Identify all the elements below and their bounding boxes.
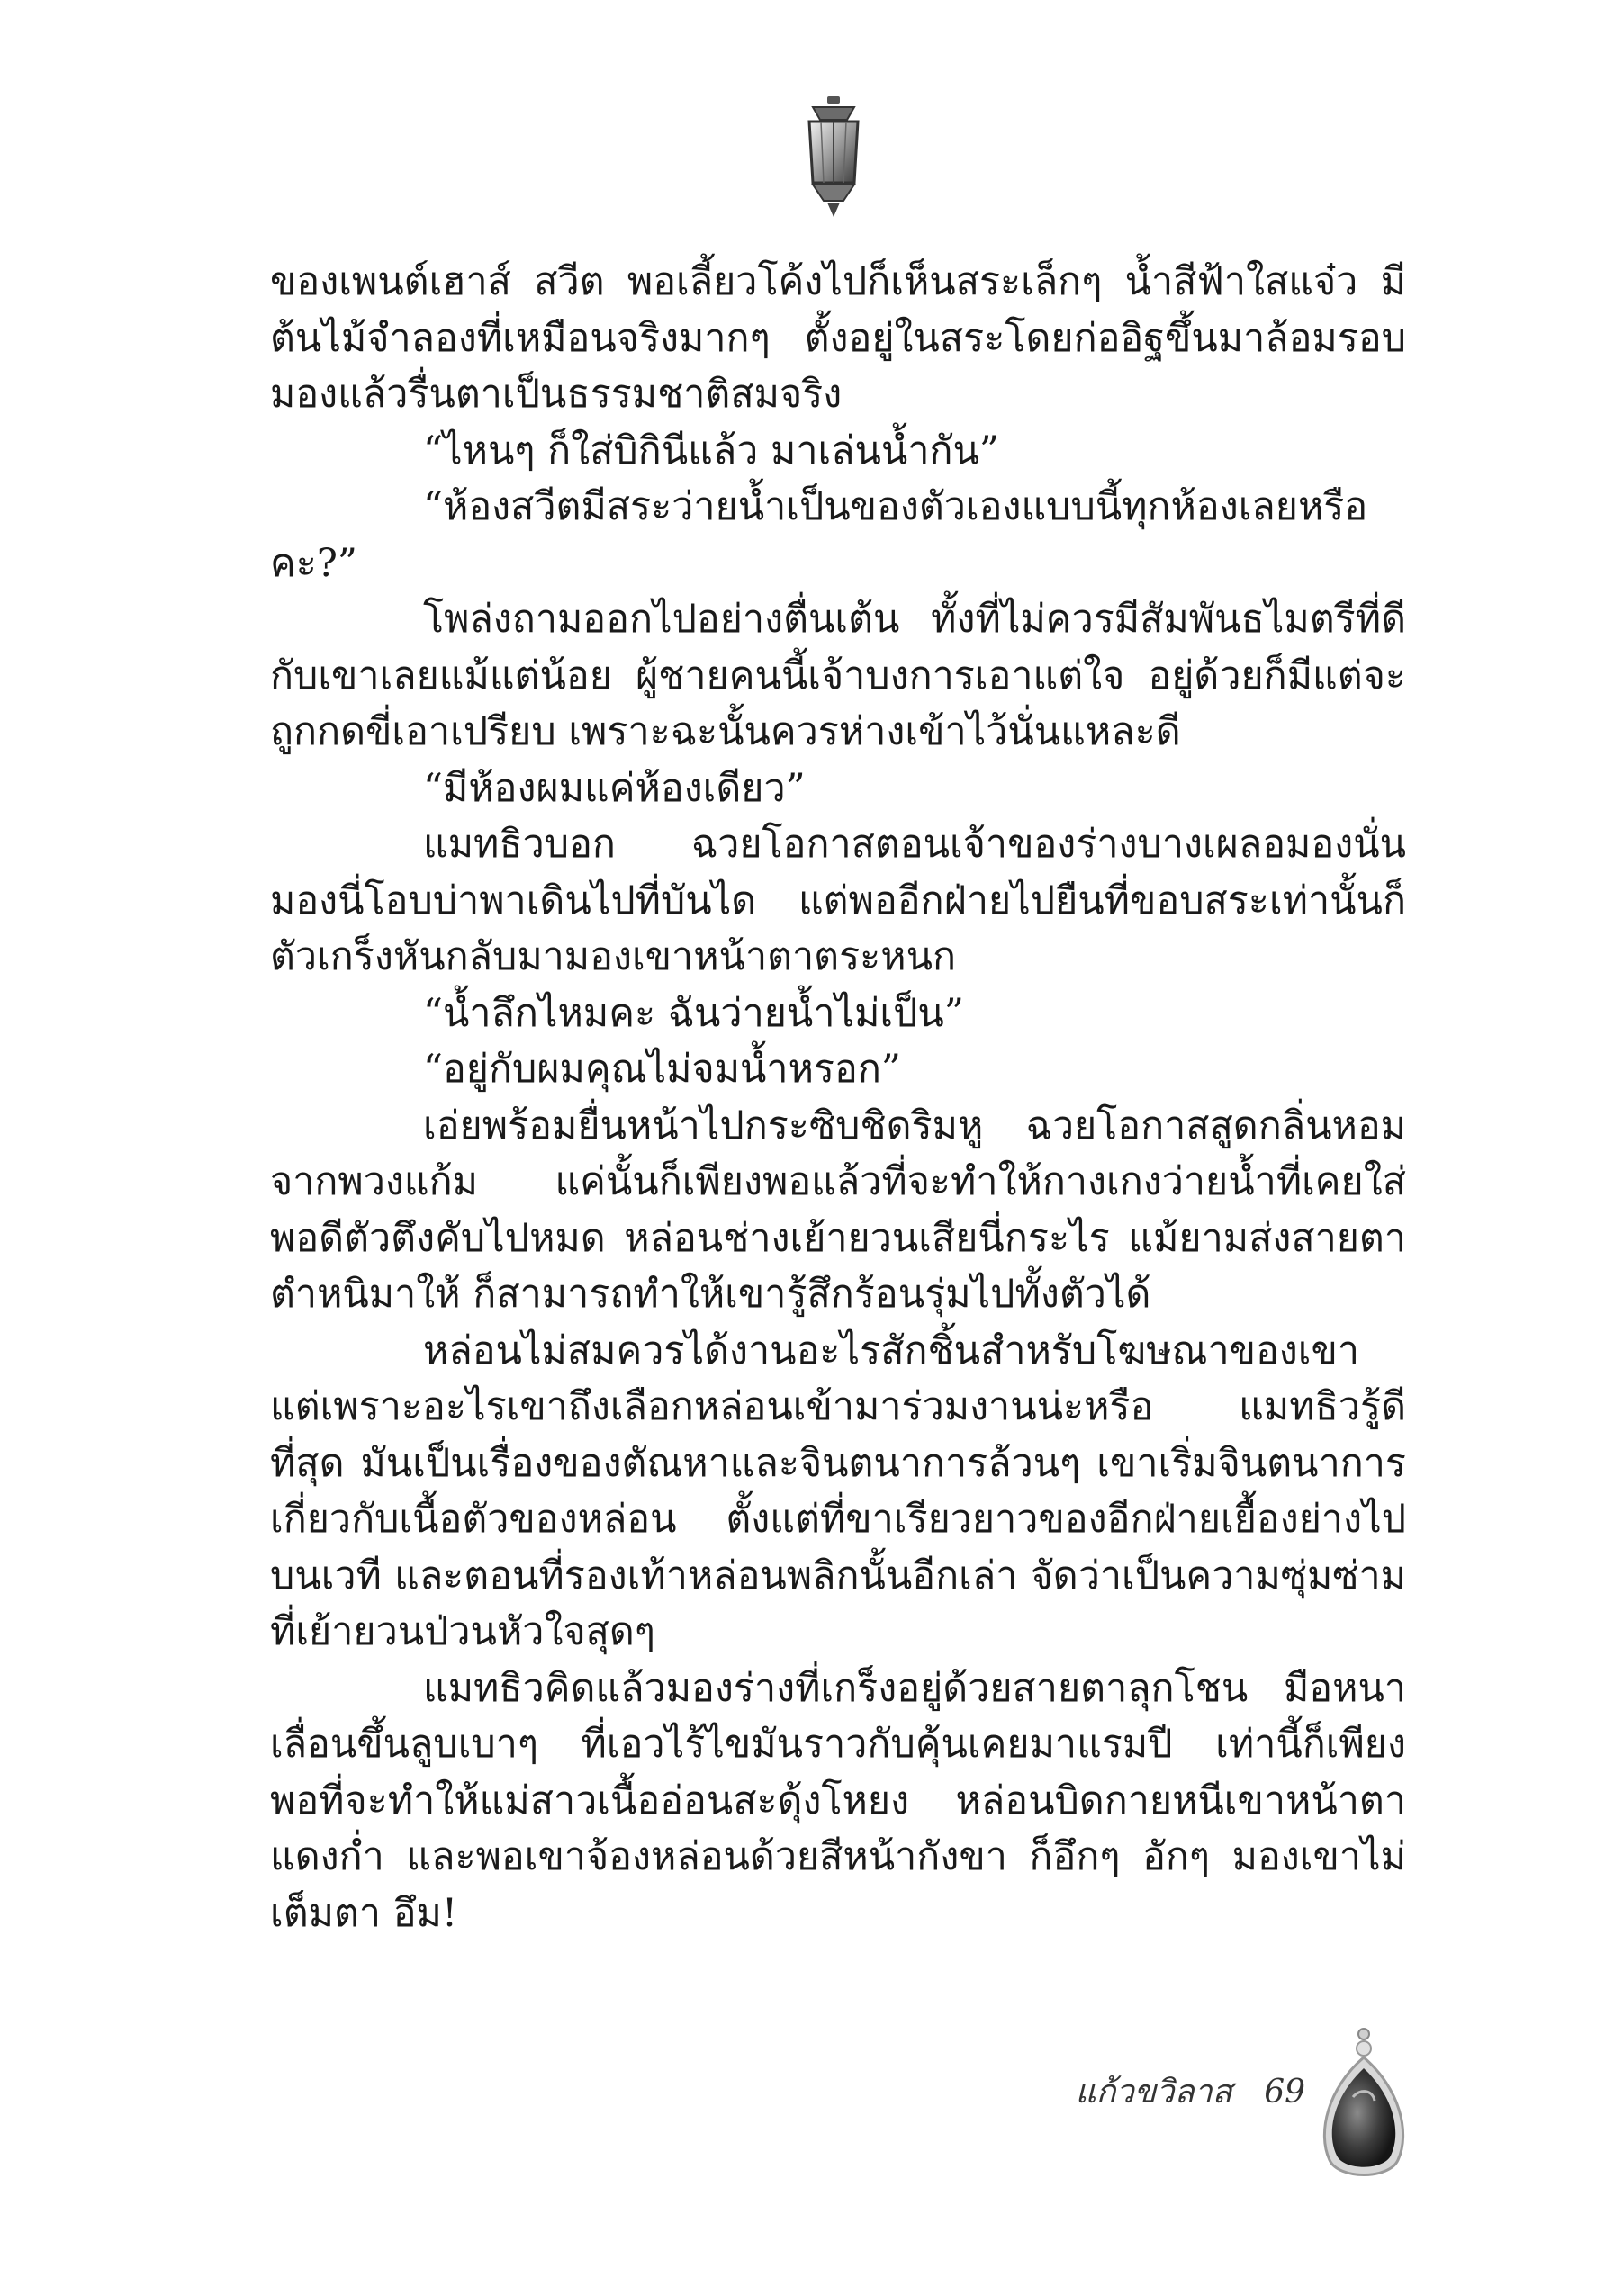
paragraph: แมทธิวบอก ฉวยโอกาสตอนเจ้าของร่างบางเผลอมองนั่นมองนี่โอบบ่าพาเดินไปที่บันได แต่พออีกฝ่ายไปยืนที่ขอบสระเท่านั้นก็ตัวเกร็งหันกลับมามองเขาหน้าตาตระหนก bbox=[270, 822, 1406, 979]
paragraph: เอ่ยพร้อมยื่นหน้าไปกระซิบชิดริมหู ฉวยโอกาสสูดกลิ่นหอมจากพวงแก้ม แค่นั้นก็เพียงพอแล้วที่จะทำให้กางเกงว่ายน้ำที่เคยใส่พอดีตัวตึงคับไปหมด หล่อนช่างเย้ายวนเสียนี่กระไร แม้ยามส่งสายตาตำหนิมาให้ ก็สามารถทำให้เขารู้สึกร้อนรุ่มไปทั้งตัวได้ bbox=[270, 1103, 1406, 1317]
paragraph: แมทธิวคิดแล้วมองร่างที่เกร็งอยู่ด้วยสายตาลุกโชน มือหนาเลื่อนขึ้นลูบเบาๆ ที่เอวไร้ไขมันราวกับคุ้นเคยมาแรมปี เท่านี้ก็เพียงพอที่จะทำให้แม่สาวเนื้ออ่อนสะดุ้งโหยง หล่อนบิดกายหนีเขาหน้าตาแดงก่ำ และพอเขาจ้องหล่อนด้วยสีหน้ากังขา ก็อึกๆ อักๆ มองเขาไม่เต็มตา อึม! bbox=[270, 1665, 1406, 1936]
paragraph: โพล่งถามออกไปอย่างตื่นเต้น ทั้งที่ไม่ควรมีสัมพันธไมตรีที่ดีกับเขาเลยแม้แต่น้อย ผู้ชายคนนี้เจ้าบงการเอาแต่ใจ อยู่ด้วยก็มีแต่จะถูกกดขี่เอาเปรียบ เพราะฉะนั้นควรห่างเข้าไว้นั่นแหละดี bbox=[270, 597, 1406, 754]
dialogue-line: “น้ำลึกไหมคะ ฉันว่ายน้ำไม่เป็น” bbox=[423, 990, 964, 1036]
lantern-ornament-icon bbox=[793, 95, 874, 221]
dialogue-line: “อยู่กับผมคุณไม่จมน้ำหรอก” bbox=[423, 1047, 901, 1092]
paragraph-continuation: ของเพนต์เฮาส์ สวีต พอเลี้ยวโค้งไปก็เห็นสระเล็กๆ น้ำสีฟ้าใสแจ๋ว มีต้นไม้จำลองที่เหมือนจริงมากๆ ตั้งอยู่ในสระโดยก่ออิฐขึ้นมาล้อมรอบ มองแล้วรื่นตาเป็นธรรมชาติสมจริง bbox=[270, 259, 1406, 417]
book-title: แก้วขวิลาส bbox=[1075, 2074, 1232, 2111]
chapter-body bbox=[270, 254, 1406, 1941]
dialogue-line: “มีห้องผมแค่ห้องเดียว” bbox=[423, 765, 806, 811]
paragraph: หล่อนไม่สมควรได้งานอะไรสักชิ้นสำหรับโฆษณาของเขา แต่เพราะอะไรเขาถึงเลือกหล่อนเข้ามาร่วมงานน่ะหรือ แมทธิวรู้ดีที่สุด มันเป็นเรื่องของตัณหาและจินตนาการล้วนๆ เขาเริ่มจินตนาการเกี่ยวกับเนื้อตัวของหล่อน ตั้งแต่ที่ขาเรียวยาวของอีกฝ่ายเยื้องย่างไปบนเวที และตอนที่รองเท้าหล่อนพลิกนั้นอีกเล่า จัดว่าเป็นความซุ่มซ่ามที่เย้ายวนป่วนหัวใจสุดๆ bbox=[270, 1328, 1406, 1654]
dialogue-line: “ไหนๆ ก็ใส่บิกินีแล้ว มาเล่นน้ำกัน” bbox=[423, 428, 999, 473]
gem-pendant-icon bbox=[1310, 2025, 1418, 2196]
page-number: 69 bbox=[1264, 2074, 1305, 2111]
page-footer bbox=[1017, 2066, 1305, 2120]
dialogue-line: “ห้องสวีตมีสระว่ายน้ำเป็นของตัวเองแบบนี้ทุกห้องเลยหรือคะ?” bbox=[270, 484, 1368, 586]
